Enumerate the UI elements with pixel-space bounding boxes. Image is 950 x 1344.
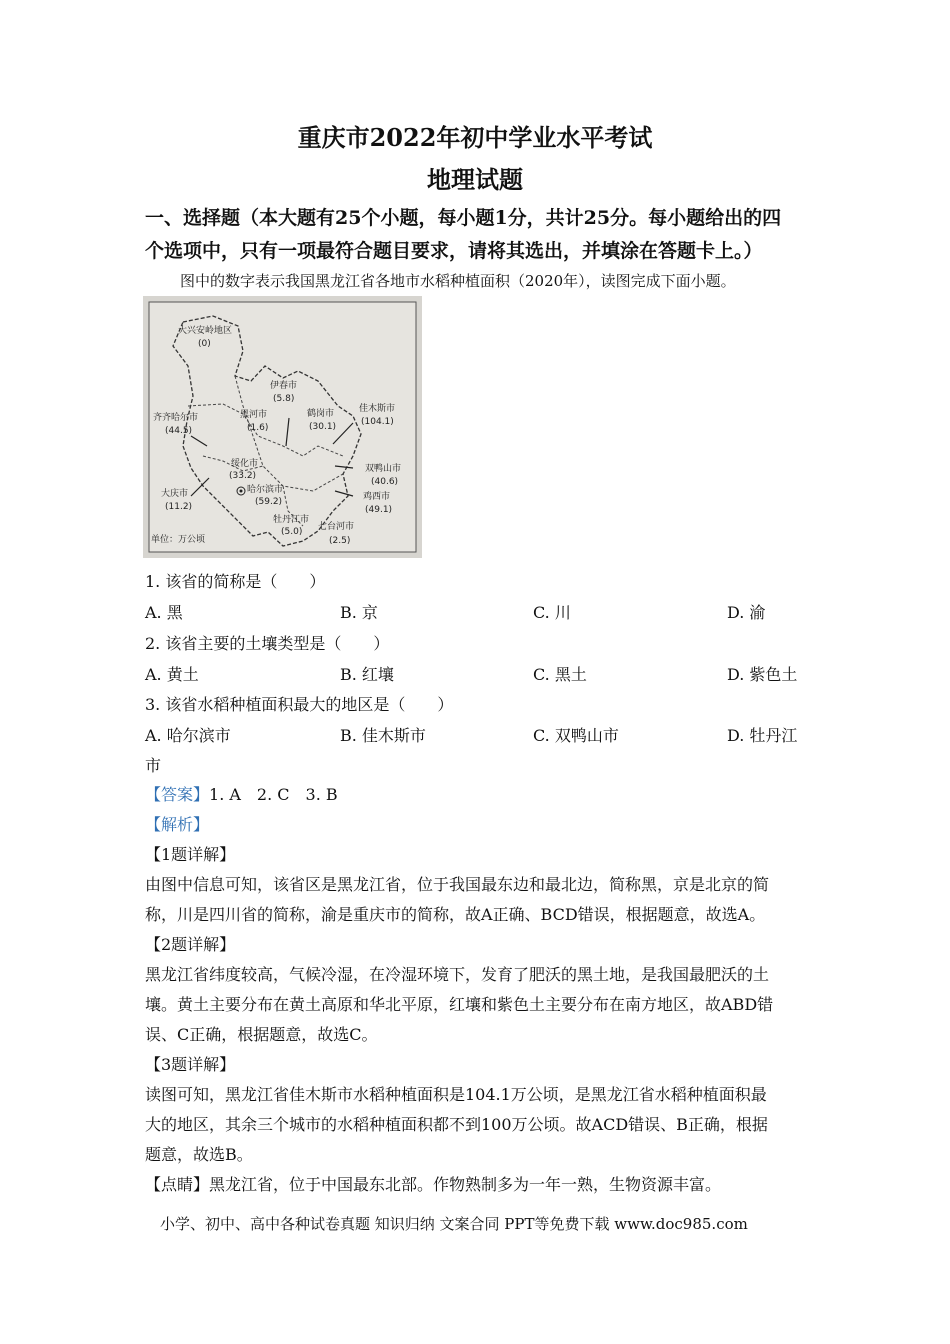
question-1-option-c[interactable]: C. 川	[533, 603, 571, 622]
exam-subtitle: 地理试题	[427, 165, 523, 194]
question-3-option-d[interactable]: D. 牡丹江	[727, 726, 798, 745]
analysis-label: 【解析】	[145, 815, 210, 834]
question-3-option-a[interactable]: A. 哈尔滨市	[145, 726, 231, 745]
answer-label: 【答案】	[145, 785, 210, 804]
map-label-qiqihar: 齐齐哈尔市	[153, 413, 199, 423]
question-3-option-c[interactable]: C. 双鸭山市	[533, 726, 619, 745]
question-1-option-a[interactable]: A. 黑	[145, 603, 183, 622]
map-value-shuangyashan: (40.6)	[371, 477, 399, 487]
question-2-option-b[interactable]: B. 红壤	[340, 665, 394, 684]
detail-3-heading: 【3题详解】	[145, 1055, 236, 1074]
map-label-harbin: 哈尔滨市	[247, 485, 284, 495]
map-label-daqing: 大庆市	[161, 489, 189, 499]
map-label-shuangyashan: 双鸭山市	[365, 464, 402, 474]
question-3-option-d-overflow: 市	[145, 756, 162, 775]
exam-title: 重庆市2022年初中学业水平考试	[297, 123, 653, 152]
heilongjiang-rice-map	[143, 296, 422, 558]
note-line: 【点睛】黑龙江省，位于中国最东北部。作物熟制多为一年一熟，生物资源丰富。	[145, 1175, 722, 1194]
map-value-jixi: (49.1)	[365, 505, 393, 515]
map-value-mudanjiang: (5.0)	[281, 527, 303, 537]
question-2-option-c[interactable]: C. 黑土	[533, 665, 587, 684]
map-value-qiqihar: (44.5)	[165, 426, 193, 436]
map-value-harbin: (59.2)	[255, 497, 283, 507]
map-value-qitaihe: (2.5)	[329, 536, 351, 546]
map-value-jiamusi: (104.1)	[361, 417, 394, 427]
map-label-yichun: 伊春市	[270, 381, 298, 391]
section-heading-line2: 个选项中，只有一项最符合题目要求，请将其选出，并填涂在答题卡上。）	[145, 240, 763, 262]
map-value-hegang: (30.1)	[309, 422, 337, 432]
section-heading-line1: 一、选择题（本大题有25个小题，每小题1分，共计25分。每小题给出的四	[145, 207, 782, 229]
map-label-qitaihe: 七台河市	[318, 522, 355, 532]
detail-2-line-2: 壤。黄土主要分布在黄土高原和华北平原，红壤和紫色土主要分布在南方地区，故ABD错	[145, 995, 774, 1014]
detail-3-line-2: 大的地区，其余三个城市的水稻种植面积都不到100万公顷。故ACD错误、B正确，根据	[145, 1115, 768, 1134]
question-1-option-b[interactable]: B. 京	[340, 603, 378, 622]
detail-1-line-1: 由图中信息可知，该省区是黑龙江省，位于我国最东边和最北边，简称黑，京是北京的简	[145, 875, 770, 894]
detail-2-line-1: 黑龙江省纬度较高，气候冷湿，在冷湿环境下，发育了肥沃的黑土地，是我国最肥沃的土	[145, 965, 770, 984]
question-1-stem: 1. 该省的简称是（ ）	[145, 572, 326, 591]
map-value-yichun: (5.8)	[273, 394, 295, 404]
question-2-option-d[interactable]: D. 紫色土	[727, 665, 798, 684]
question-3-stem: 3. 该省水稻种植面积最大的地区是（ ）	[145, 695, 454, 714]
map-label-mudanjiang: 牡丹江市	[273, 515, 310, 525]
question-2-option-a[interactable]: A. 黄土	[145, 665, 199, 684]
map-label-heihe: 黑河市	[240, 410, 268, 420]
map-label-jixi: 鸡西市	[363, 492, 391, 502]
question-intro: 图中的数字表示我国黑龙江省各地市水稻种植面积（2020年），读图完成下面小题。	[180, 272, 736, 290]
map-value-daqing: (11.2)	[165, 502, 193, 512]
detail-3-line-1: 读图可知，黑龙江省佳木斯市水稻种植面积是104.1万公顷，是黑龙江省水稻种植面积最	[145, 1085, 767, 1104]
map-unit-label: 单位：万公顷	[151, 535, 206, 545]
answer-line	[145, 782, 338, 805]
map-value-daxinganling: (0)	[198, 339, 211, 349]
detail-2-heading: 【2题详解】	[145, 935, 236, 954]
detail-1-line-2: 称，川是四川省的简称，渝是重庆市的简称，故A正确、BCD错误，根据题意，故选A。	[145, 905, 766, 924]
map-value-suihua: (33.2)	[229, 471, 257, 481]
map-label-daxinganling: 大兴安岭地区	[178, 326, 233, 336]
detail-3-line-3: 题意，故选B。	[145, 1145, 253, 1164]
map-label-suihua: 绥化市	[231, 459, 259, 469]
answer-text: 1. A 2. C 3. B	[209, 785, 338, 804]
map-label-hegang: 鹤岗市	[307, 409, 335, 419]
question-2-stem: 2. 该省主要的土壤类型是（ ）	[145, 634, 390, 653]
page-footer: 小学、初中、高中各种试卷真题 知识归纳 文案合同 PPT等免费下载 www.doc985.com	[160, 1215, 748, 1233]
map-value-heihe: (1.6)	[247, 423, 269, 433]
detail-1-heading: 【1题详解】	[145, 845, 236, 864]
map-label-jiamusi: 佳木斯市	[359, 404, 396, 414]
question-1-option-d[interactable]: D. 渝	[727, 603, 766, 622]
question-3-option-b[interactable]: B. 佳木斯市	[340, 726, 426, 745]
detail-2-line-3: 误、C正确，根据题意，故选C。	[145, 1025, 378, 1044]
